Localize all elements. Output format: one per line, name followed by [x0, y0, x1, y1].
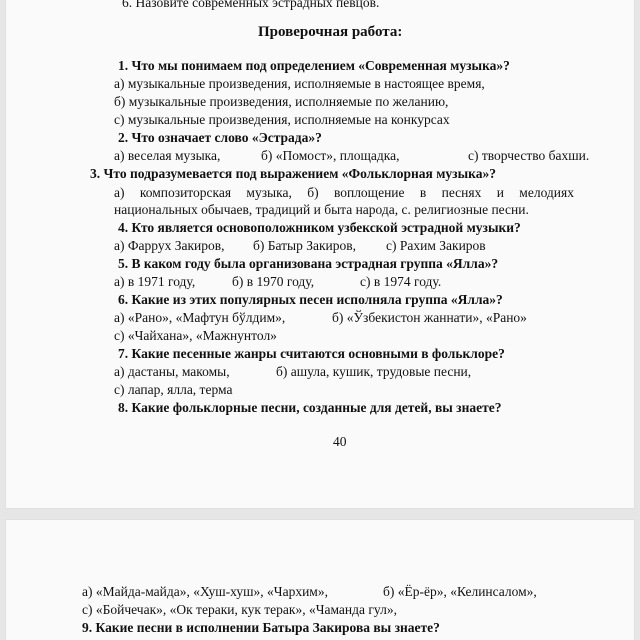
q1-option-a: а) музыкальные произведения, исполняемые в настоящее время,	[114, 76, 485, 91]
q3-options-line-2: национальных обычаев, традиций и быта народа, с. религиозные песни.	[114, 202, 529, 217]
q6-option-b: б) «Ўзбекистон жаннати», «Рано»	[332, 310, 527, 325]
question-8: 8. Какие фольклорные песни, созданные для детей, вы знаете?	[118, 400, 502, 415]
question-7: 7. Какие песенные жанры считаются основными в фольклоре?	[118, 346, 505, 361]
q7-option-c: с) лапар, ялла, терма	[114, 382, 233, 397]
q5-option-a: а) в 1971 году,	[114, 274, 196, 289]
q4-option-a: а) Фаррух Закиров,	[114, 238, 225, 253]
q6-option-c: с) «Чайхана», «Мажнунтол»	[114, 328, 277, 343]
book-page-40	[6, 0, 634, 508]
previous-question-line: 6. Назовите современных эстрадных певцов.	[122, 0, 380, 10]
q2-option-c: с) творчество бахши.	[468, 148, 590, 163]
question-1: 1. Что мы понимаем под определением «Современная музыка»?	[118, 58, 510, 73]
question-6: 6. Какие из этих популярных песен исполняла группа «Ялла»?	[118, 292, 503, 307]
q2-option-a: а) веселая музыка,	[114, 148, 221, 163]
q5-option-c: с) в 1974 году.	[360, 274, 442, 289]
book-page-41	[6, 520, 634, 640]
question-4: 4. Кто является основоположником узбекской эстрадной музыки?	[118, 220, 521, 235]
q7-option-a: а) дастаны, макомы,	[114, 364, 230, 379]
q1-option-c: с) музыкальные произведения, исполняемые на конкурсах	[114, 112, 450, 127]
q8-option-c: с) «Бойчечак», «Ок тераки, кук терак», «Чаманда гул»,	[82, 602, 397, 617]
page-number: 40	[333, 434, 347, 449]
q4-option-b: б) Батыр Закиров,	[253, 238, 357, 253]
q4-option-c: с) Рахим Закиров	[386, 238, 486, 253]
question-9: 9. Какие песни в исполнении Батыра Закирова вы знаете?	[82, 620, 440, 635]
question-2: 2. Что означает слово «Эстрада»?	[118, 130, 322, 145]
question-3: 3. Что подразумевается под выражением «Фольклорная музыка»?	[90, 166, 496, 181]
q3-options-line-1: а) композиторская музыка, б) воплощение в песнях и мелодиях	[114, 185, 574, 200]
page-title: Проверочная работа:	[258, 24, 403, 40]
q6-option-a: а) «Рано», «Мафтун бўлдим»,	[114, 310, 286, 325]
question-5: 5. В каком году была организована эстрадная группа «Ялла»?	[118, 256, 499, 271]
q8-option-a: а) «Майда-майда», «Хуш-хуш», «Чархим»,	[82, 584, 328, 599]
q5-option-b: б) в 1970 году,	[232, 274, 315, 289]
q7-option-b: б) ашула, кушик, трудовые песни,	[276, 364, 472, 379]
q1-option-b: б) музыкальные произведения, исполняемые по желанию,	[114, 94, 449, 109]
q8-option-b: б) «Ёр-ёр», «Келинсалом»,	[383, 584, 537, 599]
q2-option-b: б) «Помост», площадка,	[261, 148, 400, 163]
